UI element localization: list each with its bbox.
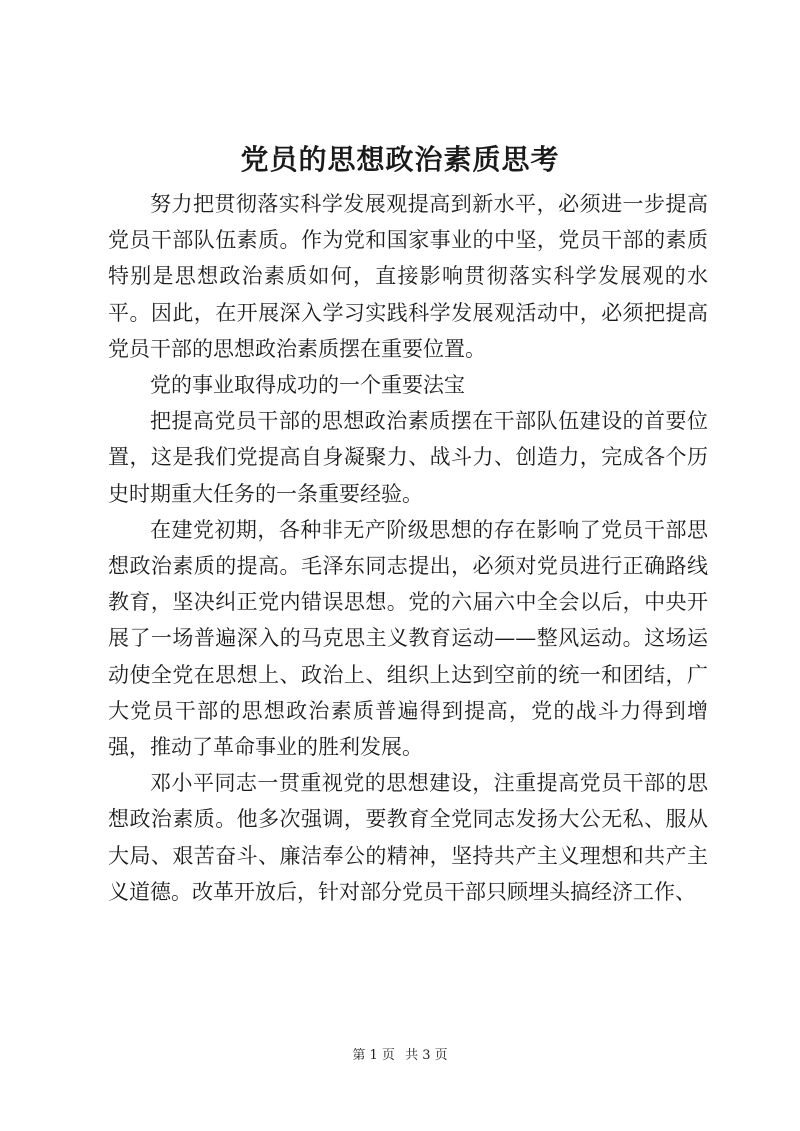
page-number: 第 1 页 [352, 1048, 395, 1063]
paragraph-3: 在建党初期，各种非无产阶级思想的存在影响了党员干部思想政治素质的提高。毛泽东同志提出，必须对党员进行正确路线教育，坚决纠正党内错误思想。党的六届六中全会以后，中央开展了一场普遍深入的马克思主义教育运动——整风运动。这场运动使全党在思想上、政治上、组织上达到空前的统一和团结，广大党员干部的思想政治素质普遍得到提高，党的战斗力得到增强，推动了革命事业的胜利发展。 [108, 517, 708, 760]
page-footer [0, 1046, 800, 1066]
document-title: 党员的思想政治素质思考 [240, 143, 560, 176]
document-body [108, 186, 708, 910]
section-heading: 党的事业取得成功的一个重要法宝 [150, 373, 465, 398]
paragraph-2: 把提高党员干部的思想政治素质摆在干部队伍建设的首要位置，这是我们党提高自身凝聚力、战斗力、创造力，完成各个历史时期重大任务的一条重要经验。 [108, 409, 708, 506]
paragraph-4: 邓小平同志一贯重视党的思想建设，注重提高党员干部的思想政治素质。他多次强调，要教育全党同志发扬大公无私、服从大局、艰苦奋斗、廉洁奉公的精神，坚持共产主义理想和共产主义道德。改革开放后，针对部分党员干部只顾埋头搞经济工作、 [108, 771, 708, 904]
paragraph-1: 努力把贯彻落实科学发展观提高到新水平，必须进一步提高党员干部队伍素质。作为党和国家事业的中坚，党员干部的素质特别是思想政治素质如何，直接影响贯彻落实科学发展观的水平。因此，在开展深入学习实践科学发展观活动中，必须把提高党员干部的思想政治素质摆在重要位置。 [108, 192, 708, 361]
page-total: 共 3 页 [405, 1048, 448, 1063]
